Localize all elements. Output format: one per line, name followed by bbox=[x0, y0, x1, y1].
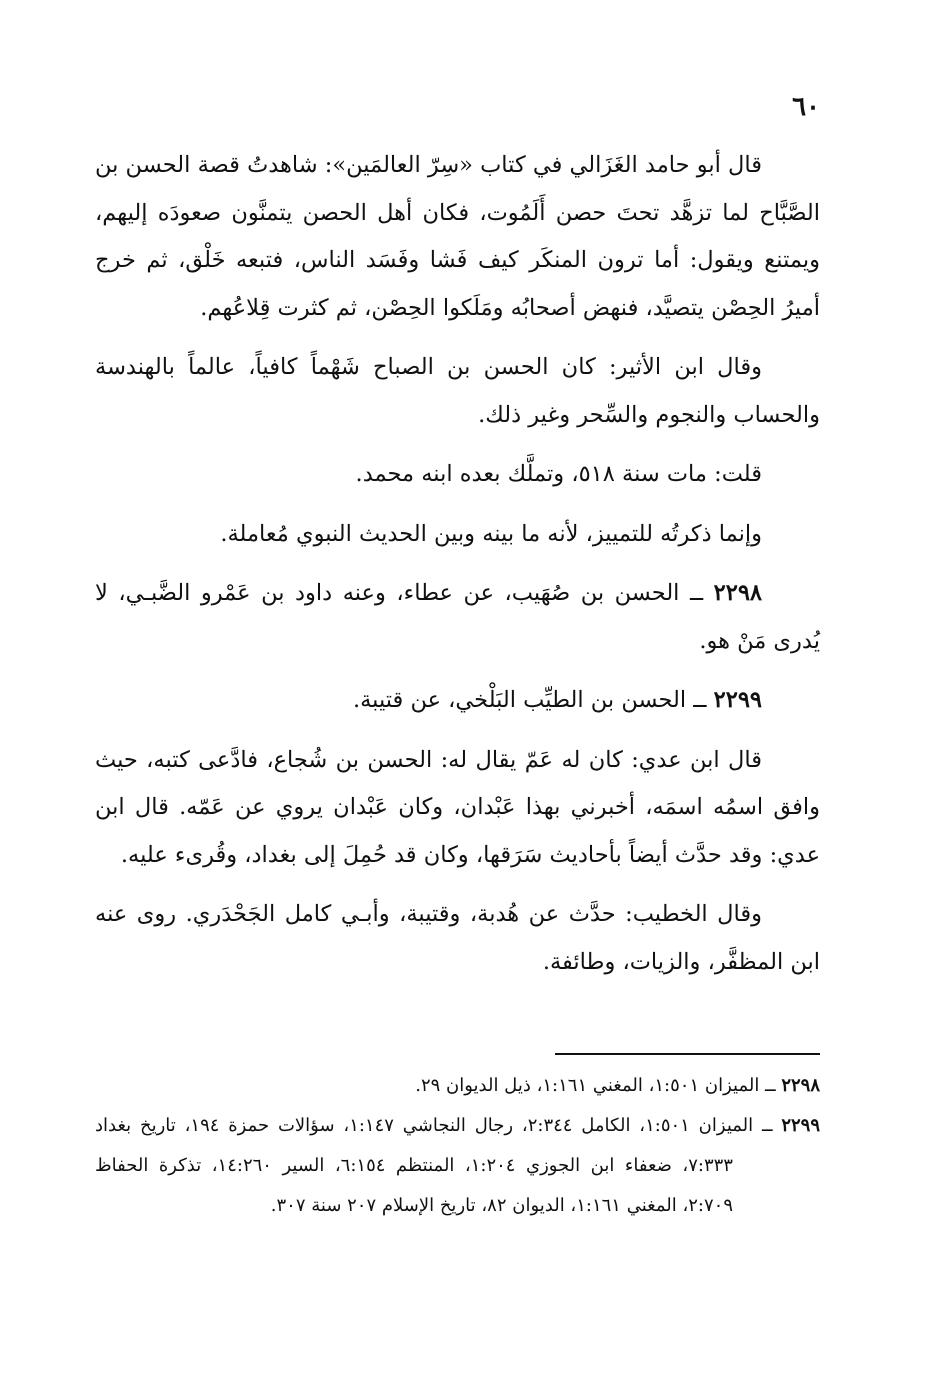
footnote-divider bbox=[555, 1053, 820, 1055]
paragraph-mention-reason: وإنما ذكرتُه للتمييز، لأنه ما بينه وبين الحديث النبوي مُعاملة. bbox=[220, 520, 762, 547]
entry-text: ــ الحسن بن الطيِّب البَلْخي، عن قتيبة. bbox=[352, 687, 714, 713]
footnote-text: ــ الميزان ١:٥٠١، المغني ١:١٦١، ذيل الديوان ٢٩. bbox=[415, 1075, 782, 1096]
paragraph-death-note: قلت: مات سنة ٥١٨، وتملَّك بعده ابنه محمد. bbox=[355, 461, 762, 487]
paragraph-khatib: وقال الخطيب: حدَّث عن هُدبة، وقتيبة، وأبـي كامل الجَحْدَري. روى عنه ابن المظفَّر، والزيات، وطائفة. bbox=[95, 901, 820, 975]
footnote-number: ٢٢٩٩ bbox=[781, 1115, 821, 1136]
footnote-number: ٢٢٩٨ bbox=[781, 1075, 820, 1096]
footnotes bbox=[95, 1066, 820, 1226]
entry-number: ٢٢٩٨ bbox=[713, 580, 762, 606]
footnote-2298 bbox=[95, 1066, 820, 1106]
paragraph-ibn-athir: وقال ابن الأثير: كان الحسن بن الصباح شَهْماً كافياً، عالماً بالهندسة والحساب والنجوم والسِّحر وغير ذلك. bbox=[95, 354, 820, 428]
footnote-text: ــ الميزان ١:٥٠١، الكامل ٢:٣٤٤، رجال النجاشي ١:١٤٧، سؤالات حمزة ١٩٤، تاريخ بغداد ٧:٣٣٣، ضعفاء ابن الجوزي ١:٢٠٤، المنتظم ٦:١٥٤، السير ١٤:٢٦٠، تذكرة الحفاظ ٢:٧٠٩، المغني ١:١٦١، الديوان ٨٢، تاريخ الإسلام ٢٠٧ سنة ٣٠٧. bbox=[95, 1115, 782, 1216]
entry-2298 bbox=[95, 570, 820, 665]
main-text bbox=[95, 142, 820, 998]
footnote-2299 bbox=[95, 1106, 820, 1226]
entry-2299 bbox=[95, 677, 820, 725]
entry-number: ٢٢٩٩ bbox=[713, 687, 762, 713]
paragraph-ghazali: قال أبو حامد الغَزَالي في كتاب «سِرّ العالمَين»: شاهدتُ قصة الحسن بن الصَّبَّاح لما تزهَّد تحتَ حصن أَلَمُوت، فكان أهل الحصن يتمنَّون صعودَه إليهم، ويمتنع ويقول: أما ترون المنكَر كيف فَشا وفَسَد الناس، فتبعه خَلْق، ثم خرج أميرُ الحِصْن يتصيَّد، فنهض أصحابُه ومَلَكوا الحِصْن، ثم كثرت قِلاعُهم. bbox=[95, 152, 820, 321]
paragraph-ibn-adi: قال ابن عدي: كان له عَمّ يقال له: الحسن بن شُجاع، فادَّعى كتبه، حيث وافق اسمُه اسمَه، أخبرني بهذا عَبْدان، وكان عَبْدان يروي عن عَمّه. قال ابن عدي: وقد حدَّث أيضاً بأحاديث سَرَقها، وكان قد حُمِلَ إلى بغداد، وقُرىء عليه. bbox=[95, 746, 820, 868]
entry-text: ــ الحسن بن صُهَيب، عن عطاء، وعنه داود بن عَمْرو الضَّبـي، لا يُدرى مَنْ هو. bbox=[95, 580, 820, 654]
page-number: ٦٠ bbox=[792, 92, 820, 122]
